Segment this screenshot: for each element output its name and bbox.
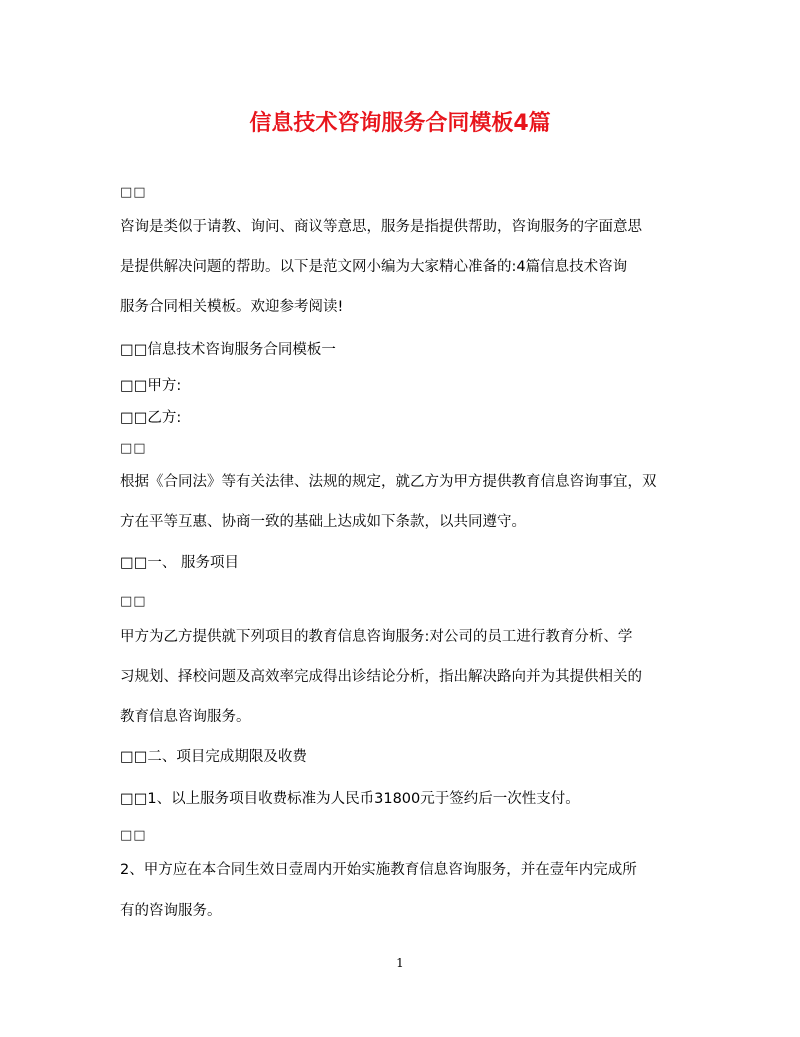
paragraph-line: 根据《合同法》等有关法律、法规的规定，就乙方为甲方提供教育信息咨询事宜，双 <box>120 474 657 490</box>
paragraph-line: 方在平等互惠、协商一致的基础上达成如下条款，以共同遵守。 <box>120 514 526 530</box>
section-heading: □□二、项目完成期限及收费 <box>120 749 307 765</box>
party-b-field: □□乙方: <box>120 410 182 426</box>
paragraph-line: 是提供解决问题的帮助。以下是范文网小编为大家精心准备的:4篇信息技术咨询 <box>120 259 628 275</box>
paragraph-line: 2、甲方应在本合同生效日壹周内开始实施教育信息咨询服务，并在壹年内完成所 <box>120 862 637 878</box>
fee-clause: □□1、以上服务项目收费标准为人民币31800元于签约后一次性支付。 <box>120 791 580 807</box>
section-heading: □□一、 服务项目 <box>120 555 240 571</box>
paragraph-line: 教育信息咨询服务。 <box>120 709 251 725</box>
placeholder-marker: □□ <box>120 828 147 843</box>
paragraph-line: 咨询是类似于请教、询问、商议等意思，服务是指提供帮助，咨询服务的字面意思 <box>120 219 642 235</box>
placeholder-marker: □□ <box>120 185 147 200</box>
paragraph-line: 习规划、择校问题及高效率完成得出诊结论分析，指出解决路向并为其提供相关的 <box>120 669 642 685</box>
placeholder-marker: □□ <box>120 594 147 609</box>
section-heading: □□信息技术咨询服务合同模板一 <box>120 342 336 358</box>
paragraph-line: 服务合同相关模板。欢迎参考阅读! <box>120 299 344 315</box>
party-a-field: □□甲方: <box>120 378 182 394</box>
paragraph-line: 有的咨询服务。 <box>120 903 222 919</box>
paragraph-line: 甲方为乙方提供就下列项目的教育信息咨询服务:对公司的员工进行教育分析、学 <box>120 629 633 645</box>
placeholder-marker: □□ <box>120 441 147 456</box>
document-title: 信息技术咨询服务合同模板4篇 <box>249 111 551 136</box>
page-number: 1 <box>396 956 404 970</box>
